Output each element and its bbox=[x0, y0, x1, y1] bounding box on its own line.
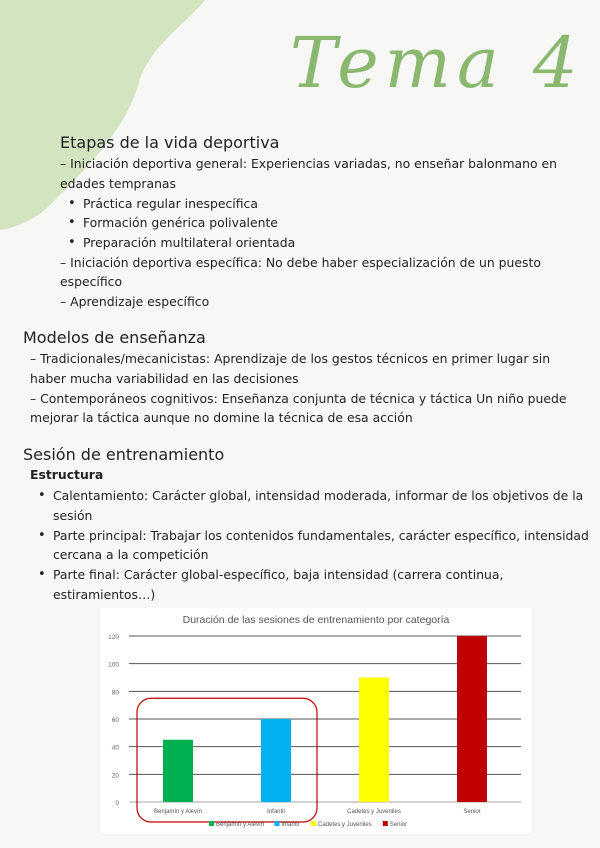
etapas-line1a: – Iniciación deportiva general: Experiencias variadas, no enseñar balonmano en bbox=[60, 156, 557, 171]
estructura-subheading: Estructura bbox=[30, 467, 104, 482]
etapas-bullet-3: • Preparación multilateral orientada bbox=[83, 233, 295, 253]
sesion-bullet-1b: sesión bbox=[53, 508, 93, 523]
sesion-bullet-2a: • Parte principal: Trabajar los contenidos fundamentales, carácter específico, intensidad bbox=[53, 526, 589, 546]
chart-svg bbox=[101, 608, 531, 834]
y-tick-label: 80 bbox=[111, 689, 119, 697]
y-tick-label: 40 bbox=[111, 744, 119, 752]
chart-title: Duración de las sesiones de entrenamiento por categoría bbox=[182, 614, 450, 626]
x-tick-label: Benjamín y Alevín bbox=[153, 809, 203, 815]
modelos-line2b: mejorar la táctica aunque no domine la técnica de esa acción bbox=[30, 410, 413, 425]
etapas-bullet-1: • Práctica regular inespecífica bbox=[83, 194, 258, 214]
sesion-bullet-1a: • Calentamiento: Carácter global, intensidad moderada, informar de los objetivos de la bbox=[53, 486, 583, 506]
x-tick-label: Infantil bbox=[267, 809, 285, 815]
etapas-line1b: edades tempranas bbox=[60, 176, 176, 191]
etapas-bullet-2: • Formación genérica polivalente bbox=[83, 213, 278, 233]
y-tick-label: 100 bbox=[108, 661, 119, 669]
bar-3 bbox=[359, 678, 389, 803]
modelos-line1a: – Tradicionales/mecanicistas: Aprendizaje de los gestos técnicos en primer lugar sin bbox=[30, 351, 551, 366]
sesion-bullet-3b: estiramientos…) bbox=[53, 587, 156, 602]
etapas-line2b: específico bbox=[60, 274, 123, 289]
y-tick-label: 60 bbox=[111, 717, 119, 724]
y-tick-label: 0 bbox=[115, 800, 119, 807]
bar-4 bbox=[457, 636, 487, 802]
legend-swatch-4 bbox=[383, 821, 388, 826]
sesion-bullet-2b: cercana a la competición bbox=[53, 547, 209, 562]
x-tick-label: Cadetes y Juveniles bbox=[347, 809, 401, 815]
etapas-heading: Etapas de la vida deportiva bbox=[60, 133, 280, 152]
legend-swatch-2 bbox=[274, 821, 279, 826]
legend-label-2: Infantil bbox=[281, 822, 300, 828]
legend-label-4: Senior bbox=[389, 822, 408, 828]
modelos-line2a: – Contemporáneos cognitivos: Enseñanza conjunta de técnica y táctica Un niño puede bbox=[30, 391, 567, 406]
legend-label-3: Cadetes y Juveniles bbox=[318, 822, 372, 828]
modelos-line1b: haber mucha variabilidad en las decisiones bbox=[30, 371, 299, 386]
etapas-line2a: – Iniciación deportiva específica: No debe haber especialización de un puesto bbox=[60, 255, 541, 270]
bar-chart bbox=[101, 608, 531, 834]
x-tick-label: Senior bbox=[463, 809, 481, 815]
page-title: Tema 4 bbox=[290, 22, 584, 104]
sesion-bullet-3a: • Parte final: Carácter global-específico, baja intensidad (carrera continua, bbox=[53, 565, 503, 585]
modelos-heading: Modelos de enseñanza bbox=[23, 328, 206, 347]
sesion-heading: Sesión de entrenamiento bbox=[23, 445, 225, 464]
legend-swatch-1 bbox=[209, 821, 214, 826]
legend-swatch-3 bbox=[311, 821, 316, 826]
bar-1 bbox=[163, 740, 193, 802]
y-tick-label: 20 bbox=[111, 772, 119, 780]
bar-2 bbox=[261, 719, 291, 802]
etapas-line3: – Aprendizaje específico bbox=[60, 294, 210, 309]
y-tick-label: 120 bbox=[108, 634, 119, 641]
legend-label-1: Benjamín y Alevín bbox=[216, 822, 265, 828]
